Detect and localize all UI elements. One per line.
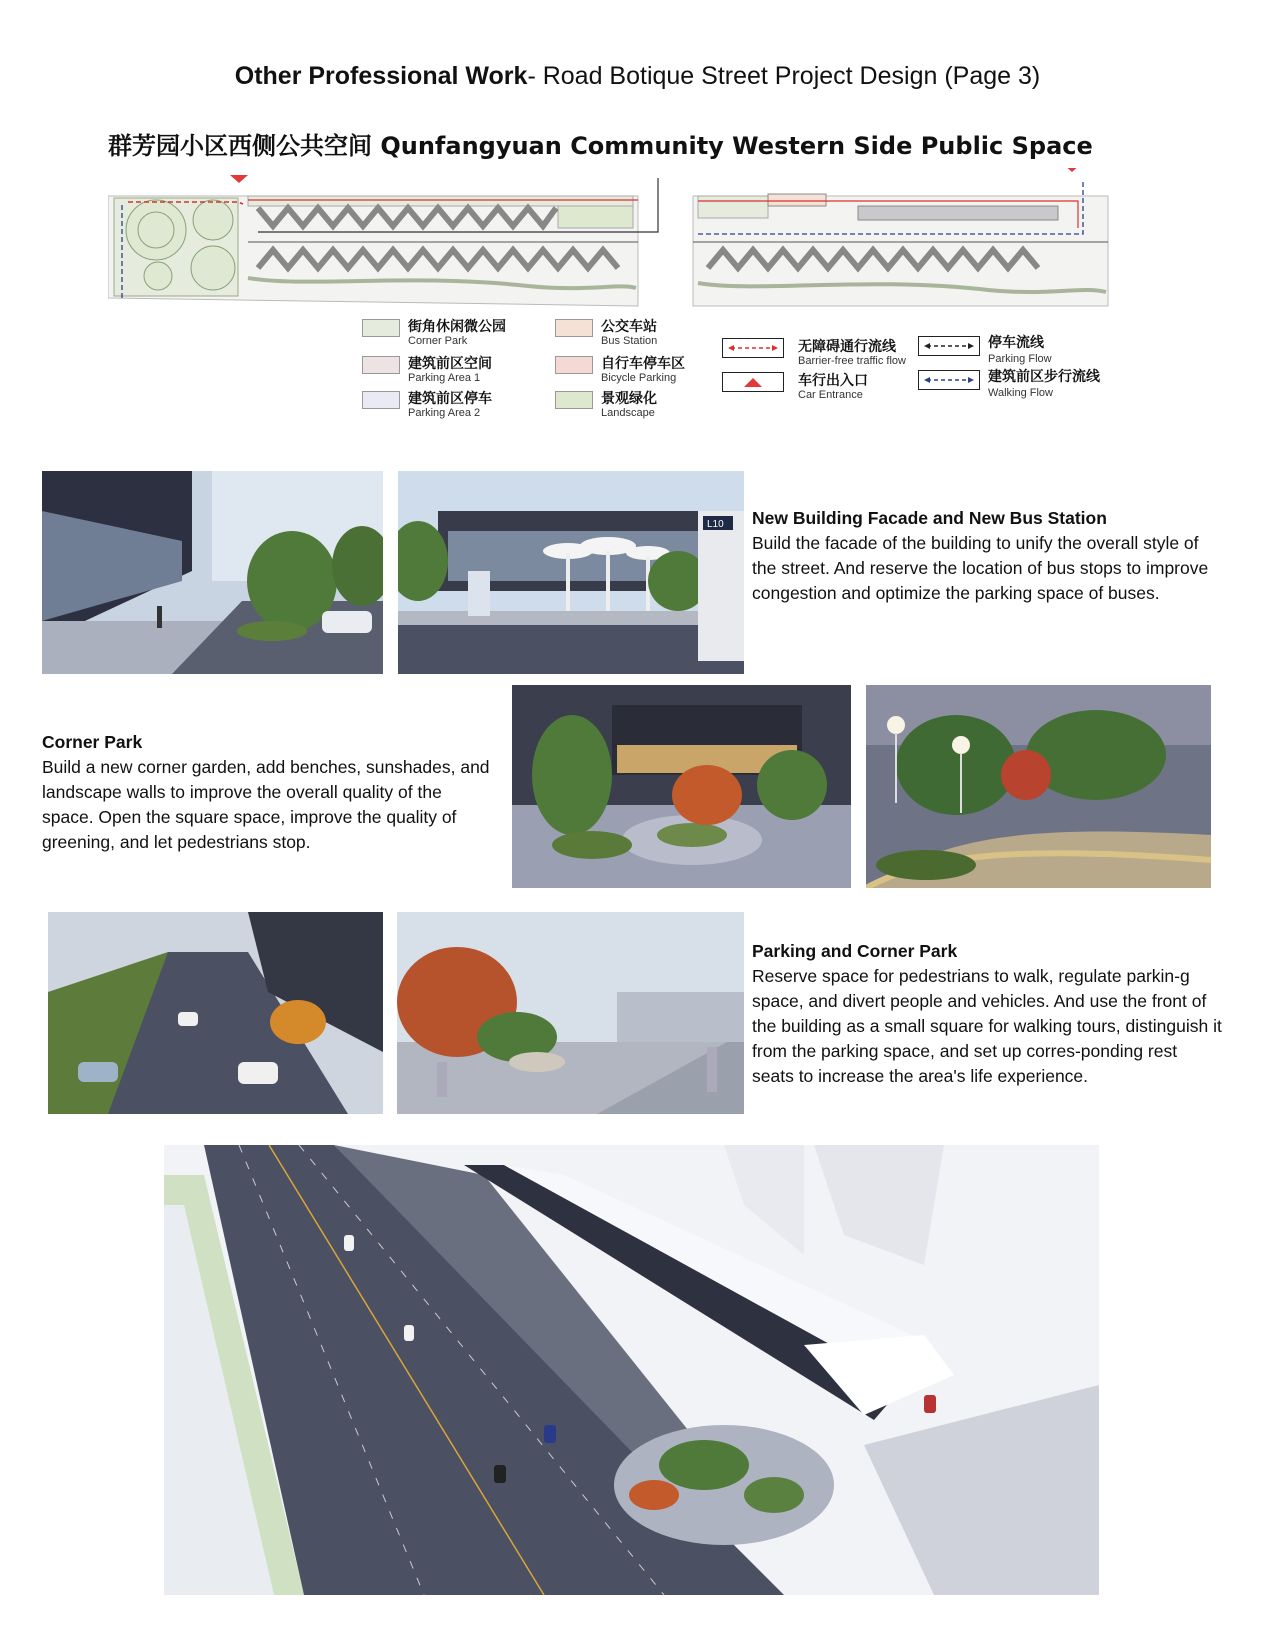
bus-route-sign: L10 — [707, 519, 724, 530]
legend-label-en: Walking Flow — [988, 387, 1053, 399]
dashed-arrow-icon — [723, 339, 783, 357]
legend-flow-symbol — [722, 338, 784, 358]
photo-building-facade — [42, 471, 383, 674]
corner-park-body: Build a new corner garden, add benches, sunshades, and landscape walls to improve the overall quality of the space. Open the square space, improve the quality of greening, and let pedestrians stop. — [42, 757, 490, 852]
site-plan-drawing — [108, 168, 1170, 318]
corner-park-description — [42, 730, 492, 855]
legend-label-en: Barrier-free traffic flow — [798, 355, 906, 367]
section-subtitle: 群芳园小区西侧公共空间 Qunfangyuan Community Western Side Public Space — [108, 132, 1093, 160]
legend-label-cn: 建筑前区步行流线 — [988, 369, 1100, 385]
legend-swatch — [362, 356, 400, 374]
corner-park-evening-rendering — [866, 685, 1211, 888]
parking-body: Reserve space for pedestrians to walk, regulate parkin-g space, and divert people and vehicles. And use the front of the building as a small square for walking tours, distinguish it from the parking space, and set up corres-ponding rest seats to increase the area's life experience. — [752, 966, 1222, 1086]
facade-heading: New Building Facade and New Bus Station — [752, 508, 1107, 528]
legend-label-en: Parking Area 2 — [408, 407, 481, 419]
legend-label-en: Corner Park — [408, 335, 468, 347]
facade-description — [752, 506, 1222, 606]
legend-label-cn: 无障碍通行流线 — [798, 339, 896, 355]
legend-swatch — [555, 391, 593, 409]
parking-heading: Parking and Corner Park — [752, 941, 958, 961]
photo-bus-station — [398, 471, 744, 674]
legend-flow-symbol — [918, 336, 980, 356]
pedestrian-square-rendering — [397, 912, 744, 1114]
legend-label-cn: 车行出入口 — [798, 373, 868, 389]
legend-label-cn: 自行车停车区 — [601, 356, 685, 372]
legend-parking-flow — [918, 334, 1108, 368]
legend-label-en: Bicycle Parking — [601, 372, 677, 384]
legend-barrier-free-flow — [722, 336, 912, 370]
legend-label-cn: 建筑前区空间 — [408, 356, 492, 372]
facade-body: Build the facade of the building to unify the overall style of the street. And reserve the location of bus stops to improve congestion and optimize the parking space of buses. — [752, 533, 1209, 603]
facade-rendering — [42, 471, 383, 674]
legend-label-en: Landscape — [601, 407, 655, 419]
page-title-bold: Other Professional Work — [234, 62, 528, 90]
dashed-arrow-icon — [919, 337, 979, 355]
triangle-icon — [723, 373, 783, 391]
legend-flow-symbol — [722, 372, 784, 392]
page-title-rest: - Road Botique Street Project Design (Page 3) — [527, 62, 1041, 90]
legend-swatch — [362, 391, 400, 409]
page-title — [0, 62, 1275, 91]
photo-corner-park-day — [512, 685, 851, 888]
bus-station-rendering — [398, 471, 744, 674]
legend-swatch — [555, 356, 593, 374]
legend-label-cn: 建筑前区停车 — [408, 391, 492, 407]
corner-park-day-rendering — [512, 685, 851, 888]
legend-label-en: Car Entrance — [798, 389, 863, 401]
legend-label-en: Parking Area 1 — [408, 372, 481, 384]
photo-street-aerial — [164, 1145, 1099, 1595]
parking-description — [752, 939, 1222, 1089]
legend-flow-symbol — [918, 370, 980, 390]
photo-corner-park-evening — [866, 685, 1211, 888]
legend-label-cn: 停车流线 — [988, 335, 1044, 351]
legend-swatch — [362, 319, 400, 337]
parking-aerial-rendering — [48, 912, 383, 1114]
photo-parking-aerial — [48, 912, 383, 1114]
legend-walking-flow — [918, 368, 1118, 402]
legend-label-en: Bus Station — [601, 335, 658, 347]
street-aerial-rendering — [164, 1145, 1099, 1595]
legend-label-cn: 景观绿化 — [601, 391, 657, 407]
legend-car-entrance — [722, 370, 912, 404]
dashed-arrow-icon — [919, 371, 979, 389]
site-plan — [108, 168, 1170, 318]
legend-label-cn: 公交车站 — [601, 319, 657, 335]
legend-label-en: Parking Flow — [988, 353, 1052, 365]
corner-park-heading: Corner Park — [42, 732, 143, 752]
legend-swatch — [555, 319, 593, 337]
photo-pedestrian-square — [397, 912, 744, 1114]
legend-label-cn: 街角休闲微公园 — [408, 319, 506, 335]
